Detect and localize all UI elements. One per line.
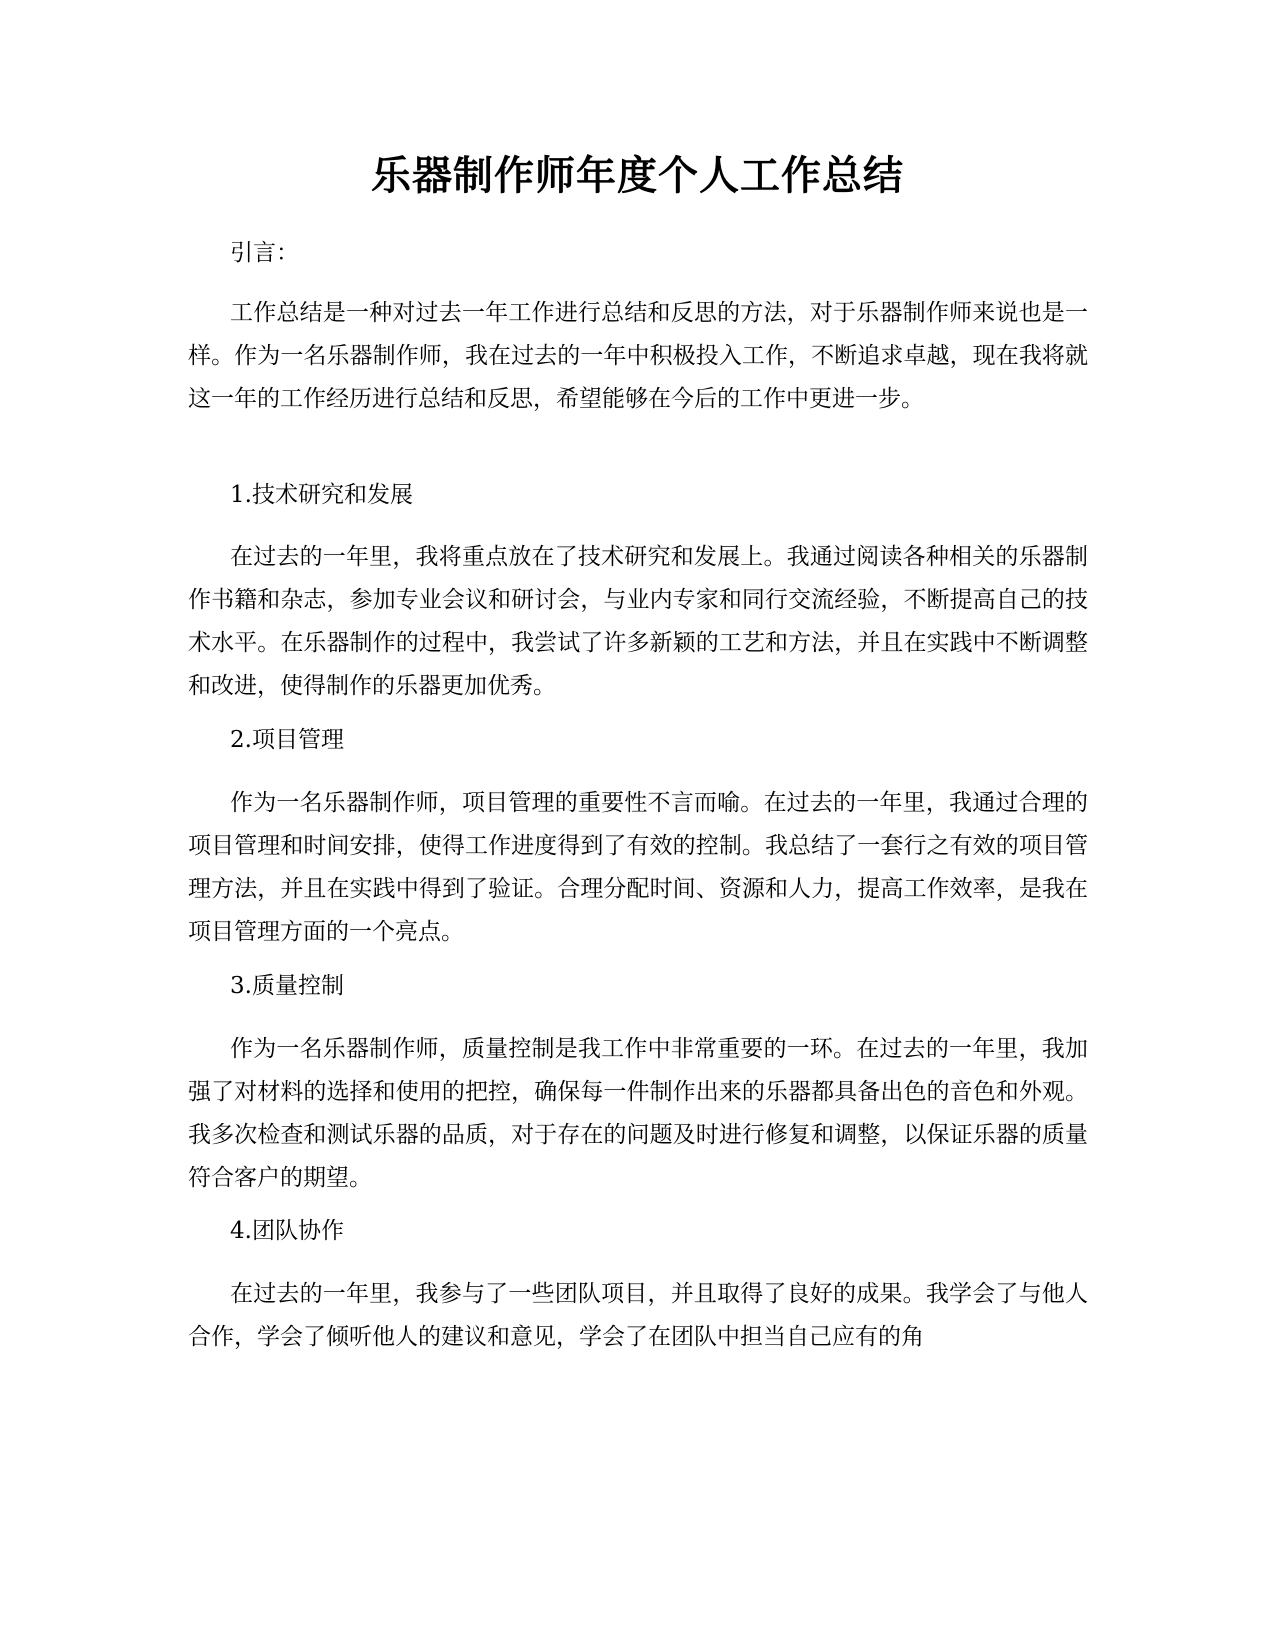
document-title: 乐器制作师年度个人工作总结 — [371, 153, 904, 199]
section-paragraph-quality-control: 作为一名乐器制作师，质量控制是我工作中非常重要的一环。在过去的一年里，我加强了对材料的选择和使用的把控，确保每一件制作出来的乐器都具备出色的音色和外观。我多次检查和测试乐器的品质，对于存在的问题及时进行修复和调整，以保证乐器的质量符合客户的期望。 — [188, 1036, 1088, 1191]
section-paragraph-project-management: 作为一名乐器制作师，项目管理的重要性不言而喻。在过去的一年里，我通过合理的项目管理和时间安排，使得工作进度得到了有效的控制。我总结了一套行之有效的项目管理方法，并且在实践中得到了验证。合理分配时间、资源和人力，提高工作效率，是我在项目管理方面的一个亮点。 — [188, 790, 1088, 945]
section-heading-project-management: 2.项目管理 — [230, 727, 344, 753]
intro-label: 引言： — [230, 240, 299, 266]
section-heading-teamwork: 4.团队协作 — [230, 1218, 344, 1244]
section-paragraph-technology: 在过去的一年里，我将重点放在了技术研究和发展上。我通过阅读各种相关的乐器制作书籍和杂志，参加专业会议和研讨会，与业内专家和同行交流经验，不断提高自己的技术水平。在乐器制作的过程中，我尝试了许多新颖的工艺和方法，并且在实践中不断调整和改进，使得制作的乐器更加优秀。 — [188, 544, 1088, 699]
section-heading-technology: 1.技术研究和发展 — [230, 482, 413, 508]
intro-paragraph: 工作总结是一种对过去一年工作进行总结和反思的方法，对于乐器制作师来说也是一样。作为一名乐器制作师，我在过去的一年中积极投入工作，不断追求卓越，现在我将就这一年的工作经历进行总结和反思，希望能够在今后的工作中更进一步。 — [188, 300, 1088, 412]
section-heading-quality-control: 3.质量控制 — [230, 973, 344, 999]
section-paragraph-teamwork: 在过去的一年里，我参与了一些团队项目，并且取得了良好的成果。我学会了与他人合作，学会了倾听他人的建议和意见，学会了在团队中担当自己应有的角 — [188, 1281, 1088, 1350]
